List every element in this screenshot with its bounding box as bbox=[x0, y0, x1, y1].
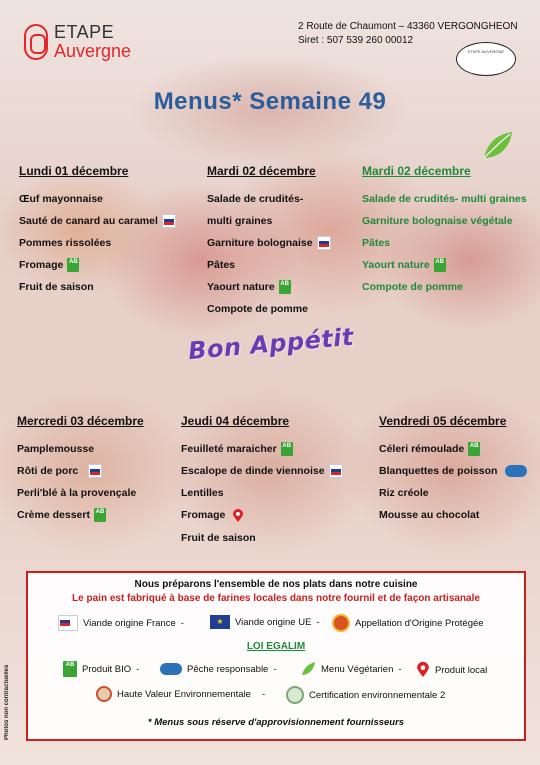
day-monday bbox=[19, 164, 176, 294]
dish-label: Yaourt nature bbox=[207, 281, 275, 294]
viande-france-icon bbox=[329, 464, 343, 478]
dish: Lentilles bbox=[181, 487, 224, 500]
dish-label: Céleri rémoulade bbox=[379, 443, 465, 455]
logo-mark-icon bbox=[24, 24, 48, 60]
eu-flag-icon: ★ bbox=[210, 615, 230, 629]
dish-label: Escalope de dinde viennoise bbox=[181, 465, 325, 478]
day-tuesday bbox=[207, 164, 331, 316]
legend-cert bbox=[286, 686, 445, 704]
legend-line1: Nous préparons l'ensemble de nos plats dans notre cuisine bbox=[134, 579, 418, 590]
hve-icon bbox=[96, 686, 112, 702]
dish: Pommes rissolées bbox=[19, 237, 112, 250]
legend-label: Menu Végétarien bbox=[321, 663, 394, 675]
legend-label: Viande origine UE bbox=[235, 616, 312, 628]
dish-label: Crème dessert bbox=[17, 509, 90, 522]
legend-label: Produit BIO bbox=[82, 663, 132, 675]
photo-note: Photos non contractuelles bbox=[4, 664, 10, 740]
address-line2: Siret : 507 539 260 00012 bbox=[298, 35, 414, 46]
dish-label: Garniture bolognaise bbox=[207, 237, 313, 249]
legend-label: Haute Valeur Environnementale bbox=[117, 688, 251, 700]
dish: Pamplemousse bbox=[17, 443, 95, 455]
viande-france-icon bbox=[58, 615, 78, 631]
legend-footnote: * Menus sous réserve d'approvisionnement fournisseurs bbox=[147, 717, 405, 728]
address-line1: 2 Route de Chaumont – 43360 VERGONGHEON bbox=[298, 21, 518, 32]
stamp-text: ETAPE AUVERGNE bbox=[467, 49, 505, 54]
viande-france-icon bbox=[162, 214, 176, 228]
dish: Riz créole bbox=[379, 487, 429, 500]
dish: Mousse au chocolat bbox=[379, 509, 480, 522]
legend-viande-france bbox=[58, 615, 184, 631]
day-heading: Mardi 02 décembre bbox=[207, 164, 316, 178]
dish: Pâtes bbox=[207, 259, 236, 272]
legend-label: Viande origine France bbox=[83, 617, 176, 629]
local-pin-icon bbox=[232, 509, 244, 523]
legend-separator: - bbox=[273, 663, 277, 675]
legend-local bbox=[416, 661, 487, 679]
aop-icon bbox=[332, 614, 350, 632]
dish bbox=[207, 236, 331, 250]
dish-label: Fromage bbox=[19, 259, 64, 272]
legend-line2: Le pain est fabriqué à base de farines locales dans notre fournil et de façon artisanale bbox=[72, 593, 480, 604]
legend-label: Pêche responsable bbox=[187, 663, 269, 675]
legend-label: Produit local bbox=[435, 664, 488, 676]
day-tuesday-vegetarian bbox=[362, 164, 527, 294]
dish-label: Yaourt nature bbox=[362, 259, 430, 271]
day-heading: Jeudi 04 décembre bbox=[181, 414, 290, 428]
logo-line1: ETAPE bbox=[54, 22, 115, 42]
viande-france-icon bbox=[317, 236, 331, 250]
dish bbox=[181, 464, 343, 478]
dish-label: Feuilleté maraicher bbox=[181, 443, 277, 455]
dish: multi graines bbox=[207, 215, 273, 227]
legend-box bbox=[26, 571, 526, 741]
day-heading: Lundi 01 décembre bbox=[19, 164, 129, 178]
legend-label: Appellation d'Origine Protégée bbox=[355, 617, 484, 629]
day-heading: Vendredi 05 décembre bbox=[379, 414, 507, 428]
page-title: Menus* Semaine 49 bbox=[153, 88, 387, 115]
bio-icon: AB bbox=[67, 258, 79, 272]
logo-line2: Auvergne bbox=[54, 41, 132, 61]
etape-logo bbox=[24, 20, 154, 70]
dish-label: Rôti de porc bbox=[17, 465, 79, 477]
bon-appetit-text: Bon Appétit bbox=[187, 322, 356, 366]
dish: Compote de pomme bbox=[362, 281, 463, 294]
local-pin-icon bbox=[416, 661, 430, 679]
bio-icon: AB bbox=[468, 442, 480, 456]
dish bbox=[362, 258, 527, 272]
dish-label: Sauté de canard au caramel bbox=[19, 215, 158, 227]
dish bbox=[207, 280, 331, 294]
dish bbox=[379, 442, 527, 456]
dish: Salade de crudités- bbox=[207, 193, 304, 205]
leaf-icon bbox=[300, 661, 316, 677]
loi-egalim: LOI EGALIM bbox=[246, 641, 306, 652]
dish bbox=[181, 442, 343, 456]
dish: Compote de pomme bbox=[207, 303, 308, 316]
bio-icon: AB bbox=[281, 442, 293, 456]
legend-vegetarien bbox=[300, 661, 402, 677]
legend-separator: - bbox=[261, 688, 266, 700]
leaf-icon bbox=[480, 130, 514, 162]
dish: Perli'blé à la provençale bbox=[17, 487, 137, 500]
day-heading: Mercredi 03 décembre bbox=[17, 414, 144, 428]
dish bbox=[17, 508, 144, 522]
legend-hve bbox=[96, 686, 265, 702]
legend-viande-ue bbox=[210, 615, 320, 629]
dish bbox=[379, 464, 527, 478]
day-thursday bbox=[181, 414, 343, 545]
legend-aop bbox=[332, 614, 484, 632]
legend-label: Certification environnementale 2 bbox=[309, 689, 446, 701]
peche-responsable-icon bbox=[160, 663, 182, 675]
legend-peche bbox=[160, 663, 277, 675]
dish-label: Fromage bbox=[181, 509, 226, 522]
certification-icon bbox=[286, 686, 304, 704]
viande-france-icon bbox=[88, 464, 102, 478]
dish bbox=[17, 464, 144, 478]
bio-icon: AB bbox=[434, 258, 446, 272]
bio-icon: AB bbox=[63, 661, 77, 677]
dish bbox=[19, 214, 176, 228]
legend-separator: - bbox=[316, 616, 320, 628]
bio-icon: AB bbox=[279, 280, 291, 294]
day-wednesday bbox=[17, 414, 144, 522]
peche-responsable-icon bbox=[505, 465, 527, 477]
legend-separator: - bbox=[180, 617, 184, 629]
dish: Garniture bolognaise végétale bbox=[362, 215, 513, 227]
dish bbox=[19, 258, 176, 272]
dish: Fruit de saison bbox=[181, 531, 256, 544]
legend-separator: - bbox=[136, 663, 140, 675]
dish: Fruit de saison bbox=[19, 281, 94, 294]
dish: Œuf mayonnaise bbox=[19, 193, 104, 205]
legend-bio bbox=[63, 661, 139, 677]
dish: Salade de crudités- multi graines bbox=[362, 193, 527, 205]
bio-icon: AB bbox=[94, 508, 106, 522]
dish: Pâtes bbox=[362, 237, 391, 249]
dish-label: Blanquettes de poisson bbox=[379, 465, 498, 478]
dish bbox=[181, 508, 343, 522]
stamp-logo bbox=[456, 42, 516, 76]
day-friday bbox=[379, 414, 527, 522]
day-heading: Mardi 02 décembre bbox=[362, 164, 471, 178]
legend-separator: - bbox=[398, 663, 402, 675]
